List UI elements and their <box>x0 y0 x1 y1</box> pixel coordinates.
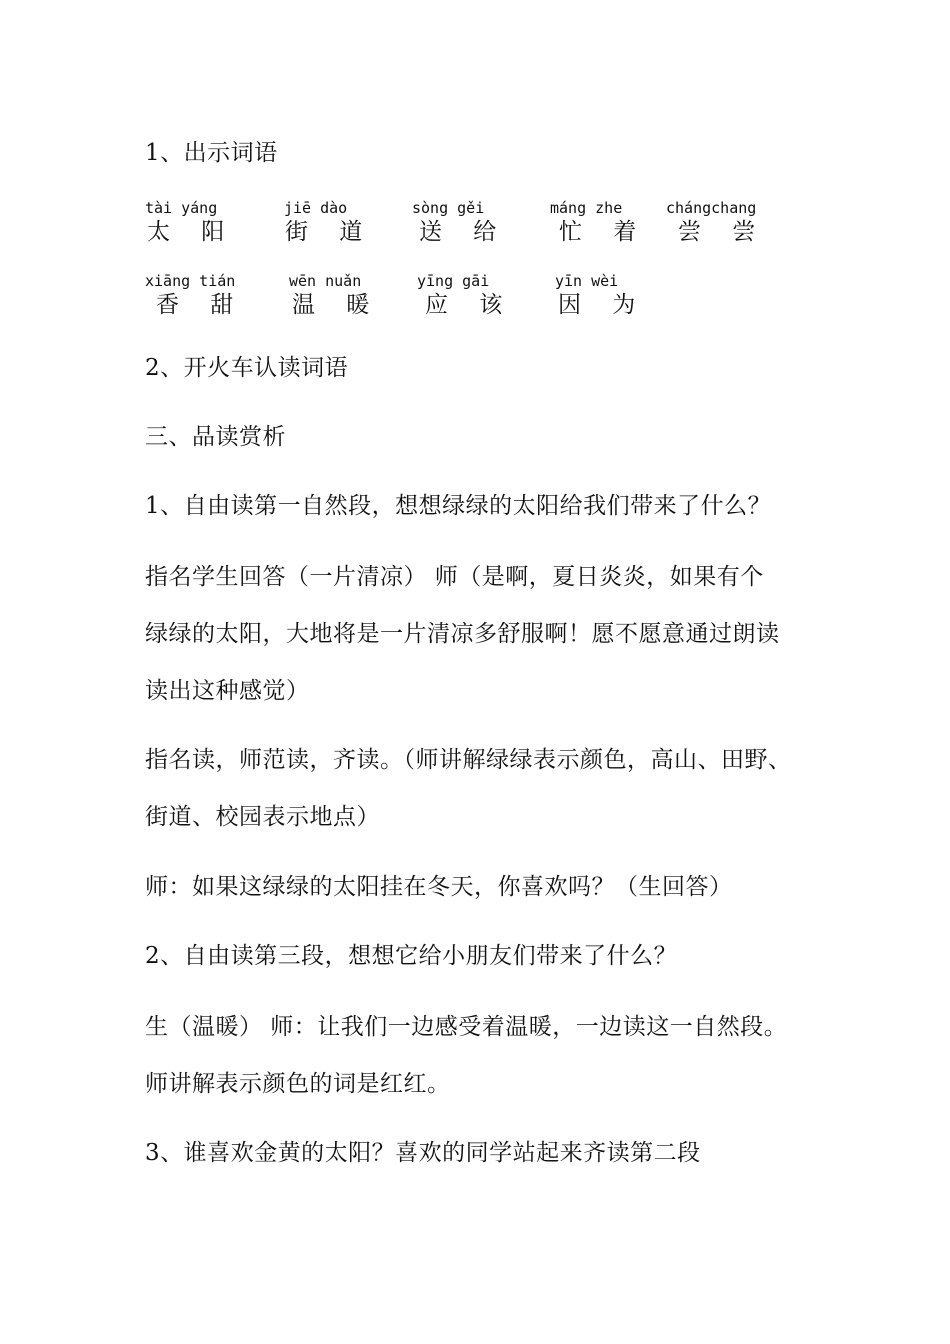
word-pinyin: xiāng tián <box>145 272 236 290</box>
word-pinyin: sòng gěi <box>412 199 485 217</box>
paragraph-line: 绿绿的太阳，大地将是一片清凉多舒服啊！愿不愿意通过朗读 <box>145 621 780 647</box>
word-hanzi: 太 阳 <box>147 219 237 245</box>
paragraph-line: 读出这种感觉） <box>145 678 310 704</box>
paragraph-line: 师讲解表示颜色的词是红红。 <box>145 1071 451 1097</box>
paragraph-line: 师：如果这绿绿的太阳挂在冬天，你喜欢吗？（生回答） <box>145 874 733 900</box>
section-heading: 三、品读赏析 <box>145 424 286 450</box>
heading-show-words: 1、出示词语 <box>145 140 278 166</box>
word-hanzi: 因 为 <box>558 292 648 318</box>
word-pinyin: máng zhe <box>550 199 623 217</box>
word-hanzi: 香 甜 <box>156 292 246 318</box>
word-hanzi: 应 该 <box>425 292 515 318</box>
paragraph-line: 街道、校园表示地点） <box>145 804 380 830</box>
paragraph-line: 生（温暖） 师：让我们一边感受着温暖，一边读这一自然段。 <box>145 1014 788 1040</box>
word-hanzi: 街 道 <box>285 219 375 245</box>
heading-train-reading: 2、开火车认读词语 <box>145 355 349 381</box>
paragraph-line: 指名读，师范读，齐读。（师讲解绿绿表示颜色，高山、田野、 <box>145 747 792 773</box>
paragraph-line: 2、自由读第三段，想想它给小朋友们带来了什么？ <box>145 943 678 969</box>
word-pinyin: yīn wèi <box>555 272 619 290</box>
word-hanzi: 尝 尝 <box>678 219 768 245</box>
word-hanzi: 温 暖 <box>292 292 382 318</box>
paragraph-line: 3、谁喜欢金黄的太阳？喜欢的同学站起来齐读第二段 <box>145 1140 701 1166</box>
word-pinyin: tài yáng <box>145 199 218 217</box>
word-hanzi: 忙 着 <box>559 219 649 245</box>
paragraph-line: 1、自由读第一自然段，想想绿绿的太阳给我们带来了什么？ <box>145 493 772 519</box>
word-pinyin: chángchang <box>666 199 757 217</box>
word-pinyin: wēn nuǎn <box>289 272 362 290</box>
word-pinyin: jiē dào <box>284 199 348 217</box>
word-hanzi: 送 给 <box>419 219 509 245</box>
word-pinyin: yīng gāi <box>417 272 490 290</box>
paragraph-line: 指名学生回答（一片清凉） 师（是啊，夏日炎炎，如果有个 <box>145 564 764 590</box>
